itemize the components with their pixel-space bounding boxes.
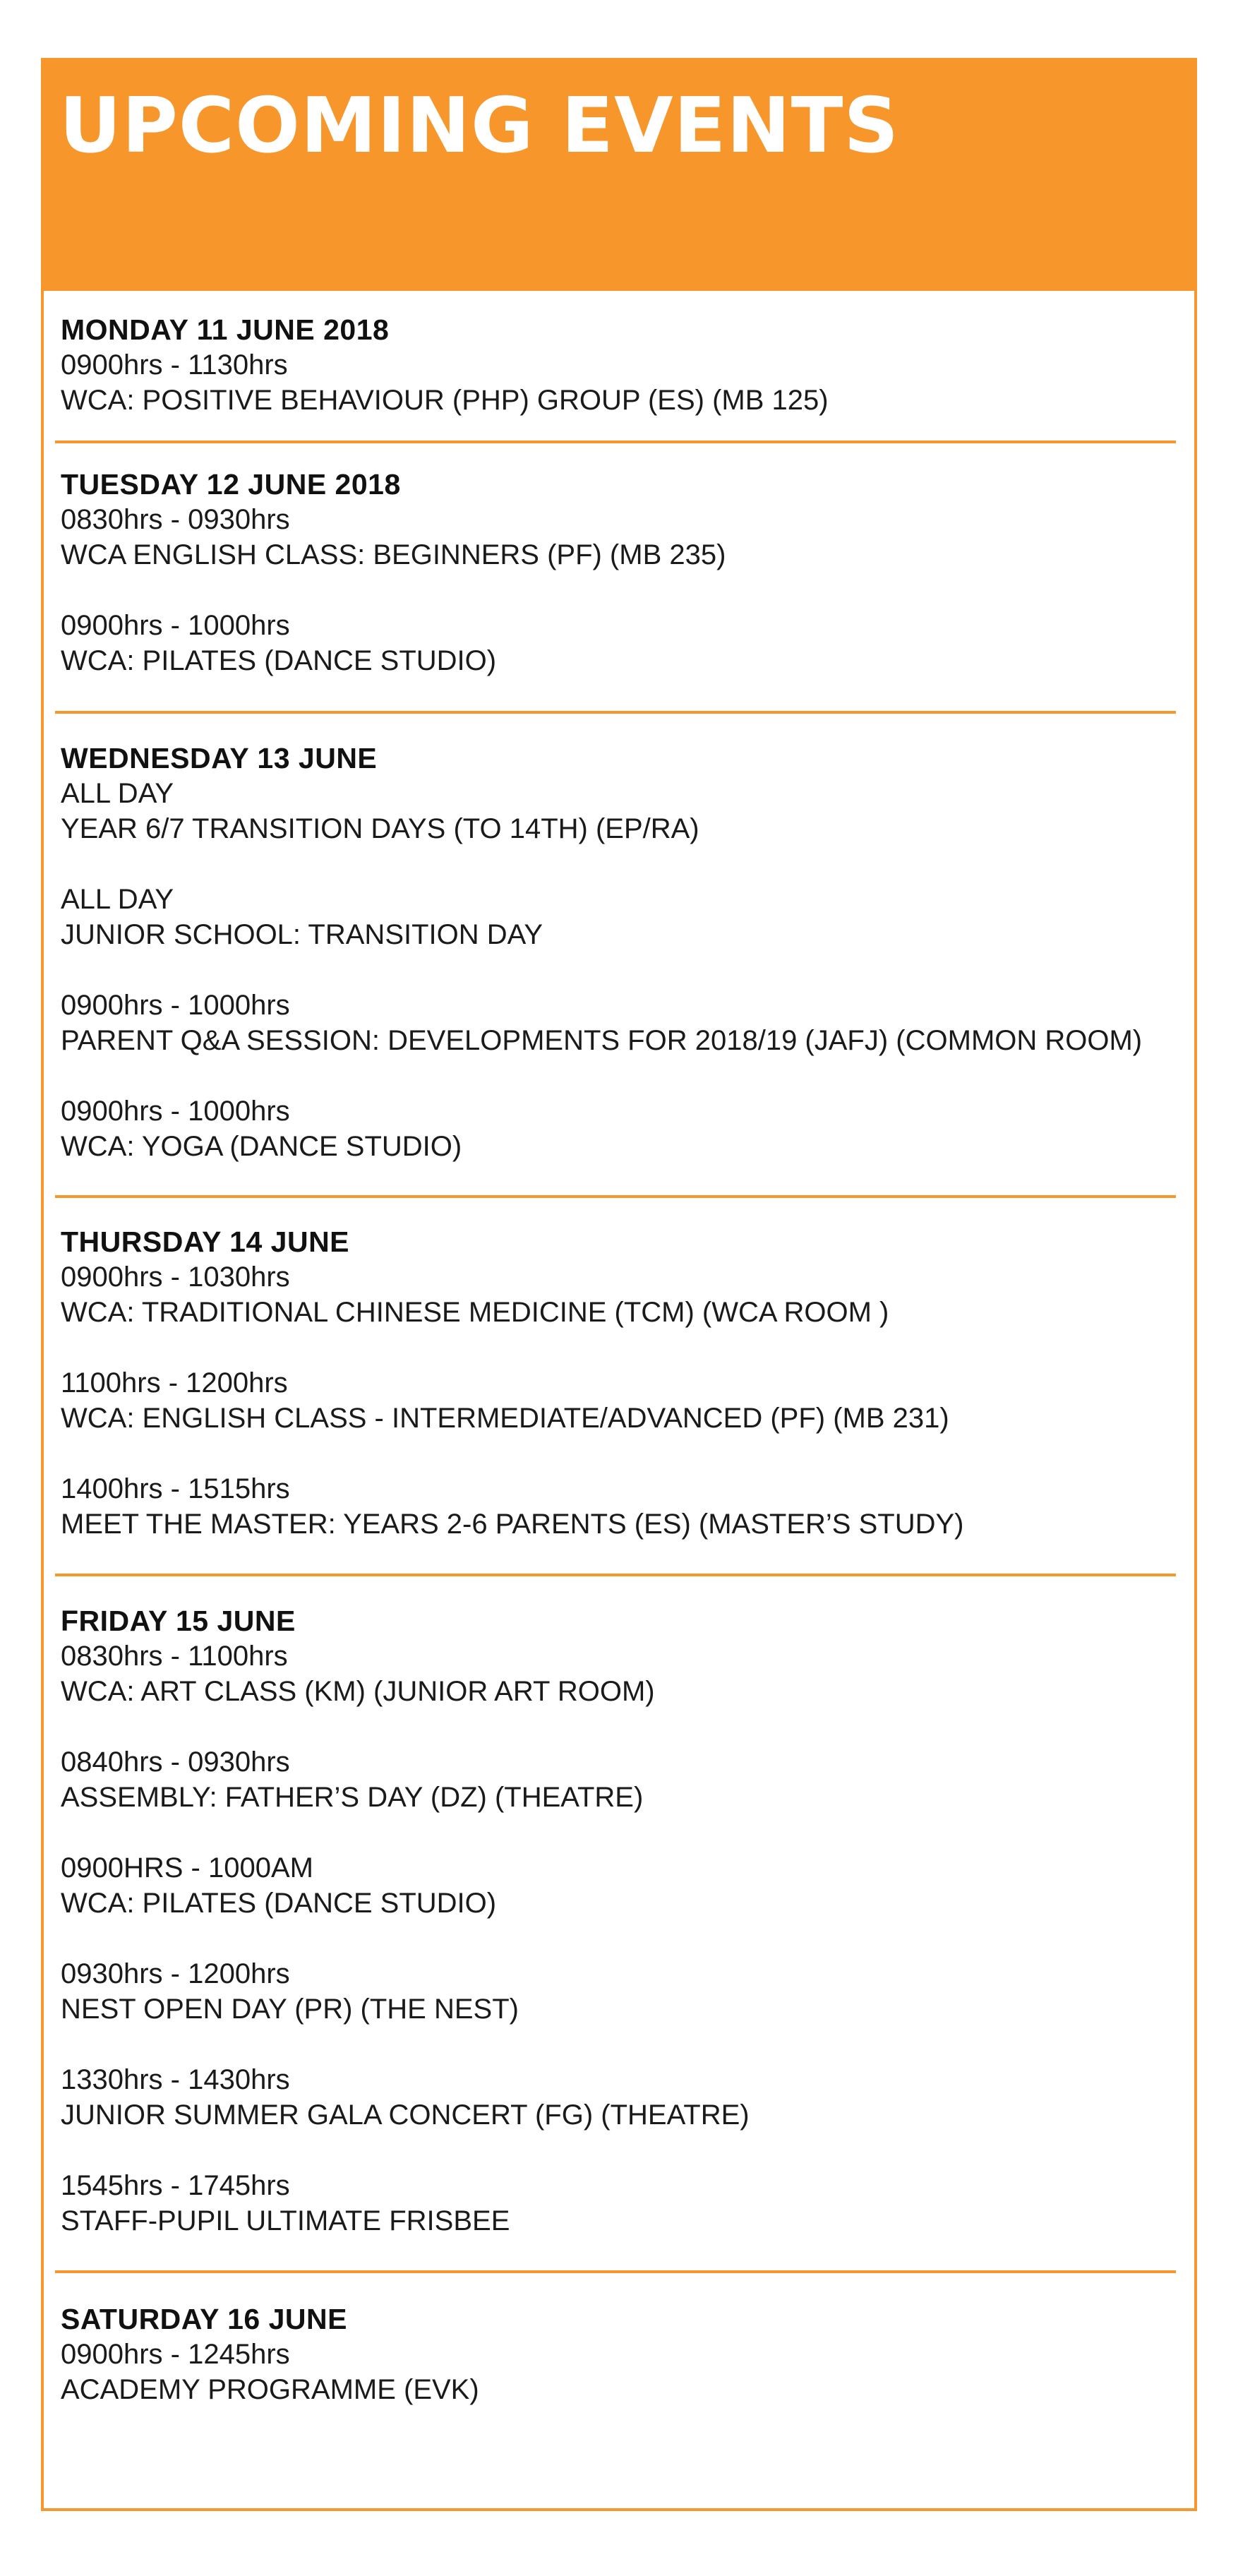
event-item (61, 608, 1177, 678)
day-section (44, 2273, 1194, 2450)
event-title: ASSEMBLY: FATHER’S DAY (DZ) (THEATRE) (61, 1782, 644, 1813)
event-title: NEST OPEN DAY (PR) (THE NEST) (61, 1994, 519, 2025)
event-time: ALL DAY (61, 778, 174, 809)
day-section (44, 714, 1194, 1195)
event-item (61, 1639, 1177, 1709)
header-banner (44, 61, 1194, 291)
event-title: WCA: YOGA (DANCE STUDIO) (61, 1131, 462, 1162)
event-item (61, 1365, 1177, 1436)
event-time: 1330hrs - 1430hrs (61, 2064, 290, 2095)
event-title: WCA: POSITIVE BEHAVIOUR (PHP) GROUP (ES) (MB 125) (61, 385, 829, 416)
event-title: WCA: ENGLISH CLASS - INTERMEDIATE/ADVANCED (PF) (MB 231) (61, 1403, 949, 1434)
day-section (44, 443, 1194, 711)
event-time: 0900hrs - 1245hrs (61, 2339, 290, 2370)
event-time: 0900hrs - 1130hrs (61, 349, 288, 381)
event-time: 0900hrs - 1000hrs (61, 1096, 290, 1127)
day-heading: MONDAY 11 JUNE 2018 (61, 313, 390, 346)
event-item (61, 1850, 1177, 1921)
events-panel (41, 58, 1197, 2511)
event-title: WCA: PILATES (DANCE STUDIO) (61, 1888, 497, 1919)
event-item (61, 776, 1177, 846)
event-item (61, 347, 1177, 418)
event-time: 1100hrs - 1200hrs (61, 1367, 288, 1398)
event-title: PARENT Q&A SESSION: DEVELOPMENTS FOR 2018/19 (JAFJ) (COMMON ROOM) (61, 1025, 1143, 1056)
event-item (61, 1744, 1177, 1815)
event-item (61, 1094, 1177, 1164)
event-time: 0900hrs - 1030hrs (61, 1262, 290, 1293)
day-heading: THURSDAY 14 JUNE (61, 1226, 350, 1258)
event-title: WCA ENGLISH CLASS: BEGINNERS (PF) (MB 235) (61, 539, 726, 570)
event-item (61, 1471, 1177, 1542)
event-title: MEET THE MASTER: YEARS 2-6 PARENTS (ES) (MASTER’S STUDY) (61, 1509, 964, 1540)
event-item (61, 1956, 1177, 2027)
page-title: UPCOMING EVENTS (59, 82, 900, 170)
event-title: WCA: PILATES (DANCE STUDIO) (61, 645, 497, 676)
event-item (61, 2062, 1177, 2133)
events-list (44, 291, 1194, 2450)
day-heading: SATURDAY 16 JUNE (61, 2303, 347, 2335)
event-item (61, 1259, 1177, 1330)
event-title: JUNIOR SCHOOL: TRANSITION DAY (61, 919, 543, 950)
event-time: 0900hrs - 1000hrs (61, 990, 290, 1021)
event-title: WCA: TRADITIONAL CHINESE MEDICINE (TCM) (WCA ROOM ) (61, 1297, 889, 1328)
event-time: 0830hrs - 1100hrs (61, 1641, 288, 1672)
event-item (61, 2168, 1177, 2239)
event-title: STAFF-PUPIL ULTIMATE FRISBEE (61, 2205, 510, 2236)
event-title: WCA: ART CLASS (KM) (JUNIOR ART ROOM) (61, 1676, 655, 1707)
event-title: YEAR 6/7 TRANSITION DAYS (TO 14TH) (EP/RA) (61, 813, 699, 844)
day-heading: TUESDAY 12 JUNE 2018 (61, 468, 401, 501)
day-heading: FRIDAY 15 JUNE (61, 1605, 296, 1637)
event-time: 1545hrs - 1745hrs (61, 2170, 290, 2201)
event-item (61, 502, 1177, 573)
day-section (44, 1198, 1194, 1574)
day-section (44, 1576, 1194, 2270)
event-item (61, 988, 1177, 1058)
day-section (44, 291, 1194, 441)
event-time: 0930hrs - 1200hrs (61, 1958, 290, 1989)
event-time: 0900hrs - 1000hrs (61, 610, 290, 641)
day-heading: WEDNESDAY 13 JUNE (61, 742, 378, 774)
event-time: 0900HRS - 1000AM (61, 1852, 313, 1883)
event-item (61, 882, 1177, 952)
event-title: ACADEMY PROGRAMME (EVK) (61, 2374, 479, 2405)
event-time: 1400hrs - 1515hrs (61, 1473, 290, 1504)
event-time: ALL DAY (61, 884, 174, 915)
event-item (61, 2337, 1177, 2407)
event-title: JUNIOR SUMMER GALA CONCERT (FG) (THEATRE) (61, 2099, 750, 2131)
event-time: 0840hrs - 0930hrs (61, 1747, 290, 1778)
event-time: 0830hrs - 0930hrs (61, 504, 290, 535)
